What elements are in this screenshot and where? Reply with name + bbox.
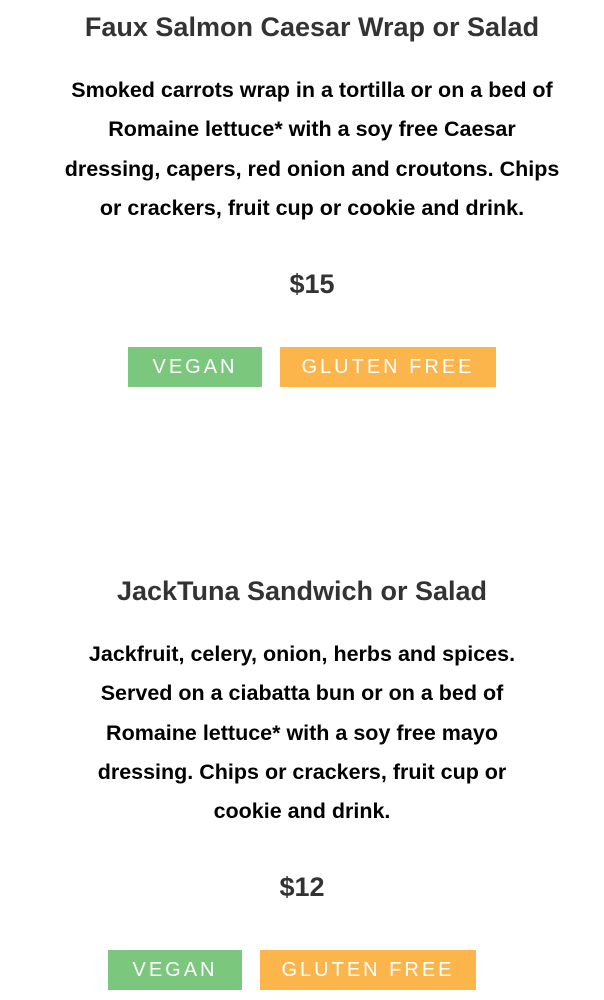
menu-item-title: Faux Salmon Caesar Wrap or Salad <box>84 12 540 42</box>
menu-item-price: $12 <box>279 872 325 903</box>
menu-item-description: Smoked carrots wrap in a tortilla or on a bed of Romaine lettuce* with a soy free Caesar dressing, capers, red onion and croutons. Chips or crackers, fruit cup or cookie and drink. <box>64 78 560 220</box>
menu-item-description: Jackfruit, celery, onion, herbs and spices. Served on a ciabatta bun or on a bed of Romaine lettuce* with a soy free mayo dressing. Chips or crackers, fruit cup or cookie and drink. <box>88 642 516 824</box>
menu-item-title: JackTuna Sandwich or Salad <box>116 576 488 606</box>
vegan-badge: VEGAN <box>108 950 242 990</box>
menu-item-jacktuna <box>0 572 604 990</box>
menu-item-price: $15 <box>289 269 335 300</box>
gluten-free-badge: GLUTEN FREE <box>280 347 496 387</box>
diet-badges <box>0 950 594 990</box>
diet-badges <box>10 347 604 387</box>
vegan-badge: VEGAN <box>128 347 262 387</box>
menu-item-faux-salmon <box>0 8 604 387</box>
gluten-free-badge: GLUTEN FREE <box>260 950 476 990</box>
